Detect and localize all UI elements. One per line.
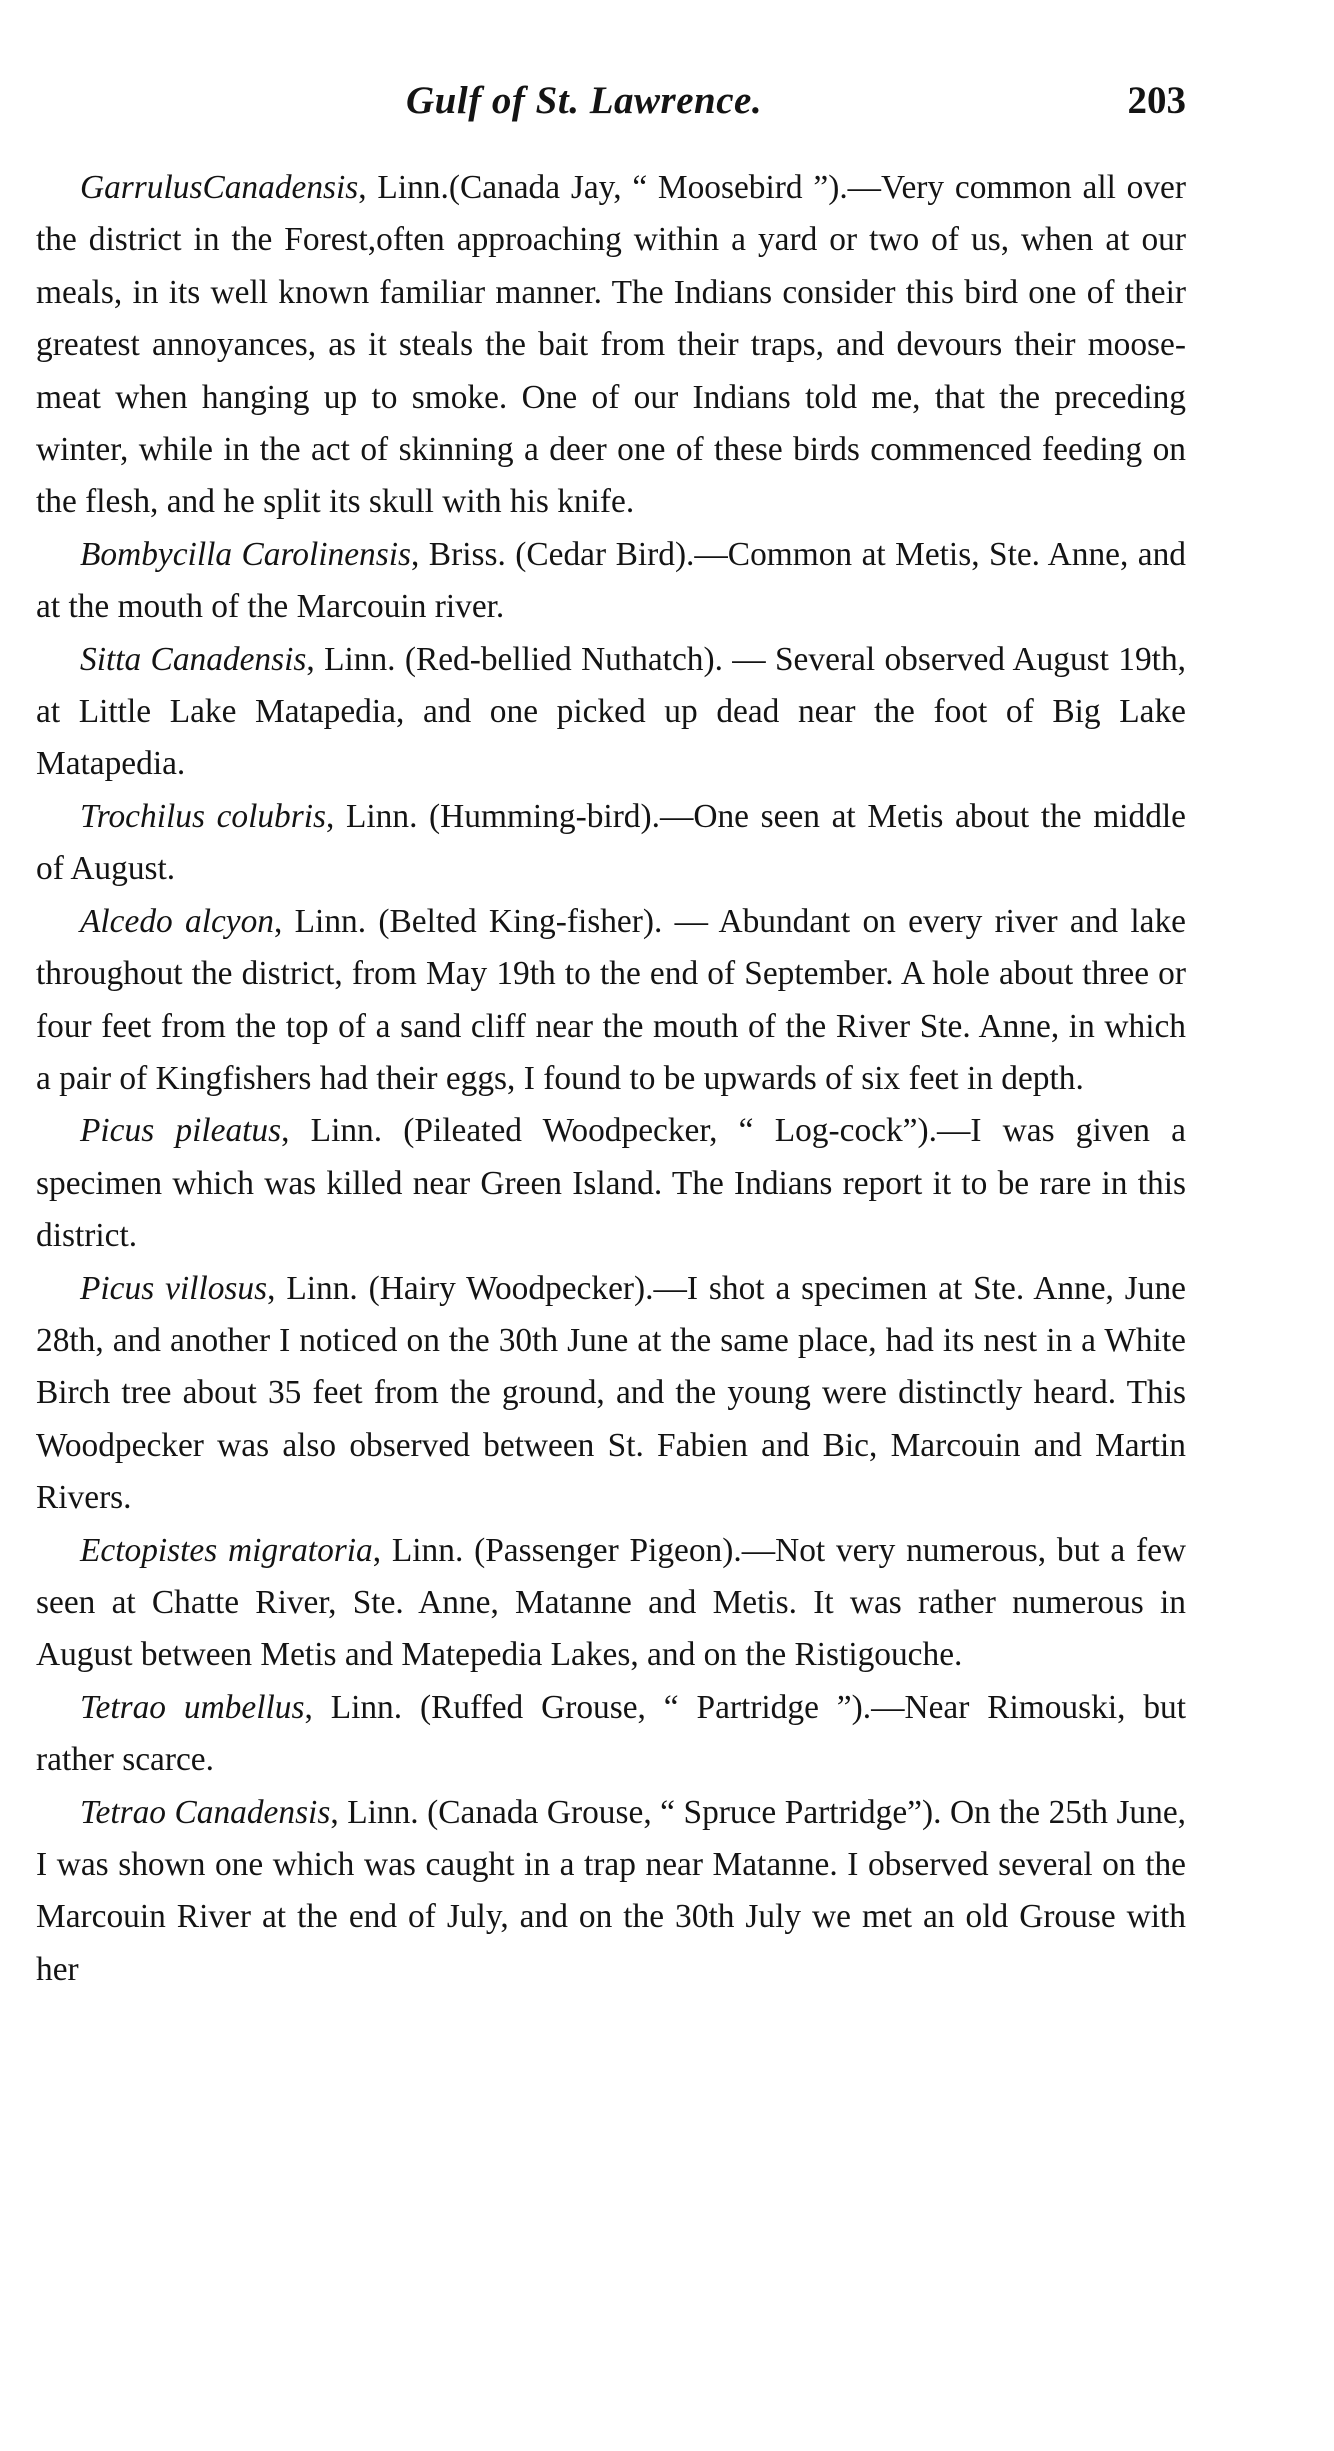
species-entry — [36, 791, 1186, 896]
species-entry — [36, 1787, 1186, 1997]
page-header — [36, 78, 1186, 140]
species-entry — [36, 634, 1186, 791]
page-number: 203 — [1127, 79, 1186, 122]
species-name: Trochilus colubris — [80, 797, 327, 835]
species-entry — [36, 1682, 1186, 1787]
species-description: , Linn. (Humming-bird).—One seen at Metis about the middle of August. — [36, 797, 1186, 888]
species-name: Picus villosus — [80, 1269, 268, 1307]
species-description: , Linn.(Canada Jay, “ Moosebird ”).—Very common all over the district in the Forest,often approaching within a yard or two of us, when at our meals, in its well known familiar manner. The Indians consider this bird one of their greatest annoyances, as it steals the bait from their traps, and devours their moose-meat when hanging up to smoke. One of our Indians told me, that the preceding winter, while in the act of skinning a deer one of these birds commenced feeding on the flesh, and he split its skull with his knife. — [36, 169, 1186, 521]
species-entry — [36, 162, 1186, 529]
species-name: Bombycilla Carolinensis — [80, 535, 411, 573]
running-title: Gulf of St. Lawrence. — [406, 79, 763, 122]
species-name: Ectopistes migratoria — [80, 1531, 373, 1569]
species-description: , Linn. (Belted King-fisher). — Abundant on every river and lake throughout the district, from May 19th to the end of September. A hole about three or four feet from the top of a sand cliff near the mouth of the River Ste. Anne, in which a pair of Kingfishers had their eggs, I found to be upwards of six feet in depth. — [36, 902, 1187, 1097]
species-name: GarrulusCanadensis — [80, 169, 359, 206]
species-description: , Linn. (Red-bellied Nuthatch). — Several observed August 19th, at Little Lake Matapedia, and one picked up dead near the foot of Big Lake Matapedia. — [36, 640, 1187, 783]
species-description: , Briss. (Cedar Bird).—Common at Metis, Ste. Anne, and at the mouth of the Marcouin river. — [36, 535, 1186, 626]
species-name: Tetrao Canadensis — [80, 1793, 331, 1831]
species-entry — [36, 1263, 1186, 1525]
book-page — [36, 78, 1186, 1996]
species-entry — [36, 896, 1186, 1106]
species-description: , Linn. (Pileated Woodpecker, “ Log-cock”).—I was given a specimen which was killed near Green Island. The Indians report it to be rare in this district. — [36, 1112, 1186, 1255]
species-name: Sitta Canadensis — [80, 640, 307, 678]
species-description: , Linn. (Hairy Woodpecker).—I shot a specimen at Ste. Anne, June 28th, and another I noticed on the 30th June at the same place, had its nest in a White Birch tree about 35 feet from the ground, and the young were distinctly heard. This Woodpecker was also observed between St. Fabien and Bic, Marcouin and Martin Rivers. — [36, 1269, 1186, 1517]
species-name: Alcedo alcyon — [80, 902, 275, 940]
species-description: , Linn. (Passenger Pigeon).—Not very numerous, but a few seen at Chatte River, Ste. Anne, Matanne and Metis. It was rather numerous in August between Metis and Matepedia Lakes, and on the Ristigouche. — [36, 1531, 1187, 1674]
species-description: , Linn. (Ruffed Grouse, “ Partridge ”).—Near Rimouski, but rather scarce. — [36, 1688, 1186, 1779]
species-name: Picus pileatus — [80, 1112, 282, 1150]
species-entry — [36, 529, 1186, 634]
species-description: , Linn. (Canada Grouse, “ Spruce Partridge”). On the 25th June, I was shown one which was caught in a trap near Matanne. I observed several on the Marcouin River at the end of July, and on the 30th July we met an old Grouse with her — [36, 1793, 1186, 1988]
species-entry — [36, 1525, 1186, 1682]
species-entry — [36, 1105, 1186, 1262]
page-body — [36, 162, 1186, 1996]
species-name: Tetrao umbellus — [80, 1688, 305, 1726]
